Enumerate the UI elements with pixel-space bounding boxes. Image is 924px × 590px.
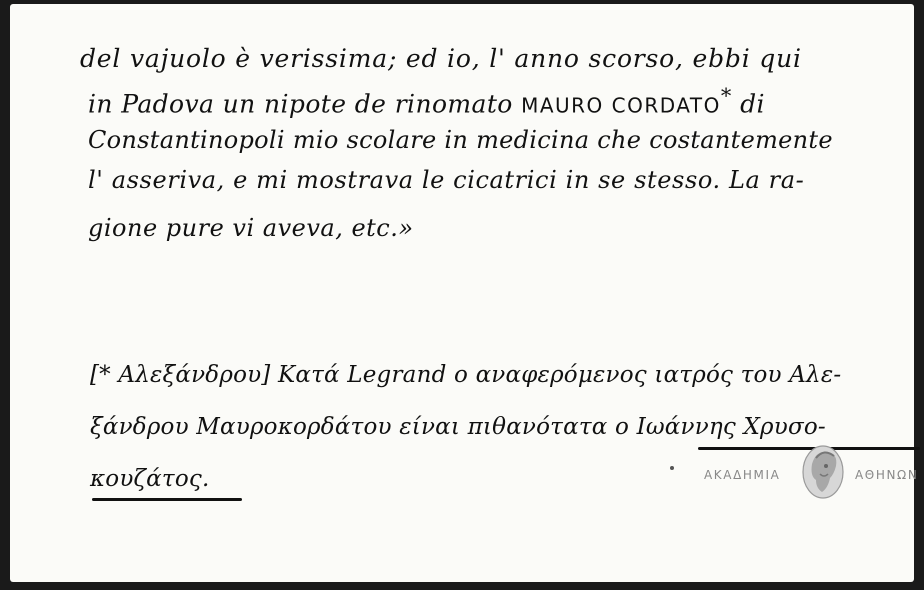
- athena-head-icon: [800, 444, 846, 500]
- note-line-2: [90, 414, 826, 440]
- ink-dot: [670, 466, 674, 470]
- note-line-2-start: ξάνδρου Μαυροκορδάτου είναι πιθανότατα ο: [90, 414, 630, 440]
- text-line-5: gione pure vi aveva, etc.»: [88, 214, 414, 242]
- footnote-mark: *: [720, 84, 732, 108]
- text-line-3: Constantinopoli mio scolare in medicina che costantemente: [88, 126, 833, 154]
- note-underlined-name: Ιωάννης Χρυσο-: [636, 414, 826, 440]
- note-line-3: κουζάτος.: [90, 466, 210, 492]
- text-line-2-end: di: [731, 89, 765, 119]
- document-card: [10, 4, 919, 582]
- underline-2: [92, 498, 242, 501]
- text-line-1: del vajuolo è verissima; ed io, l' anno scorso, ebbi qui: [80, 44, 802, 73]
- text-line-2: [88, 84, 765, 118]
- stamp-right-text: ΑΘΗΝΩΝ: [855, 468, 919, 482]
- stamp-left-text: ΑΚΑΔΗΜΙΑ: [704, 468, 781, 482]
- text-line-2-start: in Padova un nipote de rinomato: [88, 89, 513, 119]
- text-line-4: l' asseriva, e mi mostrava le cicatrici in se stesso. La ra-: [88, 166, 805, 194]
- note-line-1: [* Αλεξάνδρου] Κατά Legrand ο αναφερόμενος ιατρός του Αλε-: [90, 362, 842, 388]
- mauro-cordato-name: MAURO CORDATO: [521, 93, 721, 118]
